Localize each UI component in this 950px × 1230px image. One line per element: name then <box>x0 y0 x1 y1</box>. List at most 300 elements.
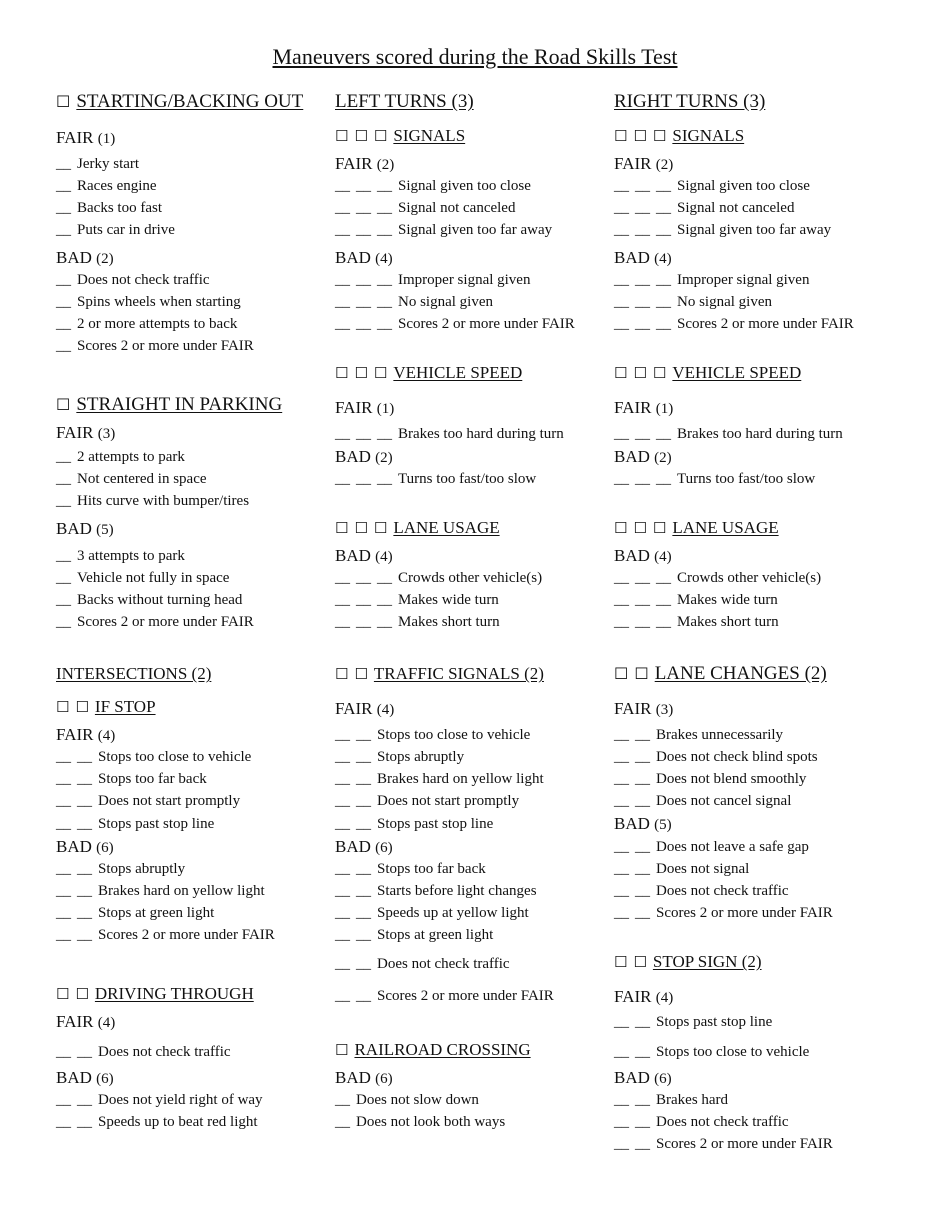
score-category-label: FAIR <box>56 128 94 147</box>
mark-blank[interactable]: __ <box>56 614 71 630</box>
mark-blank[interactable]: __ <box>614 861 629 877</box>
mark-blank[interactable]: __ <box>335 956 350 972</box>
checklist-item <box>614 862 749 877</box>
mark-blank[interactable]: __ <box>614 905 629 921</box>
mark-blank[interactable]: __ <box>77 793 92 809</box>
checkbox-icon[interactable]: ☐ <box>354 665 368 683</box>
section-heading-starting-backing-out <box>56 92 303 111</box>
mark-blank[interactable]: __ <box>635 1092 650 1108</box>
checklist-item <box>614 794 791 809</box>
mark-blank[interactable]: __ <box>377 570 392 586</box>
mark-blank[interactable]: __ <box>635 426 650 442</box>
mark-blank[interactable]: __ <box>635 592 650 608</box>
mark-blank[interactable]: __ <box>335 1092 350 1108</box>
mark-blank[interactable]: __ <box>77 816 92 832</box>
mark-blank[interactable]: __ <box>614 200 629 216</box>
mark-blank[interactable]: __ <box>656 294 671 310</box>
mark-blank[interactable]: __ <box>335 178 350 194</box>
checklist-item-label: Does not check traffic <box>656 1114 789 1130</box>
mark-blank[interactable]: __ <box>656 316 671 332</box>
checklist-item-label: Scores 2 or more under FAIR <box>656 1136 833 1152</box>
section-heading-intersections-2 <box>56 665 211 682</box>
mark-blank[interactable]: __ <box>635 905 650 921</box>
mark-blank[interactable]: __ <box>614 272 629 288</box>
mark-blank[interactable]: __ <box>56 793 71 809</box>
mark-blank[interactable]: __ <box>56 749 71 765</box>
score-category-points: (2) <box>96 251 114 267</box>
mark-blank[interactable]: __ <box>656 570 671 586</box>
checkbox-icon[interactable]: ☐ <box>633 953 647 971</box>
mark-blank[interactable]: __ <box>77 771 92 787</box>
score-category-fair <box>614 700 673 718</box>
mark-blank[interactable]: __ <box>335 592 350 608</box>
score-category-points: (5) <box>96 522 114 538</box>
mark-blank[interactable]: __ <box>56 1092 71 1108</box>
score-category-points: (4) <box>376 702 395 718</box>
checklist-item <box>614 1137 833 1152</box>
checklist-item <box>56 223 175 238</box>
mark-blank[interactable]: __ <box>356 793 371 809</box>
checklist-item-label: Stops past stop line <box>98 816 215 832</box>
section-heading-label: STOP SIGN (2) <box>652 952 762 971</box>
mark-blank[interactable]: __ <box>56 570 71 586</box>
mark-blank[interactable]: __ <box>56 449 71 465</box>
mark-blank[interactable]: __ <box>56 1044 71 1060</box>
checklist-item-label: Does not check traffic <box>377 956 510 972</box>
checklist-item <box>335 223 552 238</box>
mark-blank[interactable]: __ <box>335 1114 350 1130</box>
checklist-item <box>335 884 537 899</box>
checklist-item-label: Jerky start <box>77 156 140 172</box>
checklist-item <box>335 427 564 442</box>
section-heading-lane-usage <box>614 519 779 536</box>
mark-blank[interactable]: __ <box>56 548 71 564</box>
checkbox-icon[interactable]: ☐ <box>634 664 649 683</box>
mark-blank[interactable]: __ <box>656 471 671 487</box>
checklist-item-label: Vehicle not fully in space <box>77 570 230 586</box>
checkbox-icon[interactable]: ☐ <box>614 953 628 971</box>
checklist-item-label: Stops at green light <box>98 905 215 921</box>
checklist-item-label: Does not start promptly <box>377 793 520 809</box>
mark-blank[interactable]: __ <box>356 200 371 216</box>
mark-blank[interactable]: __ <box>635 316 650 332</box>
mark-blank[interactable]: __ <box>377 178 392 194</box>
mark-blank[interactable]: __ <box>656 200 671 216</box>
mark-blank[interactable]: __ <box>614 1136 629 1152</box>
mark-blank[interactable]: __ <box>356 272 371 288</box>
mark-blank[interactable]: __ <box>356 614 371 630</box>
mark-blank[interactable]: __ <box>77 1092 92 1108</box>
mark-blank[interactable]: __ <box>56 338 71 354</box>
mark-blank[interactable]: __ <box>356 883 371 899</box>
mark-blank[interactable]: __ <box>635 1044 650 1060</box>
checkbox-icon[interactable]: ☐ <box>633 127 647 145</box>
score-category-points: (4) <box>97 1015 116 1031</box>
checklist-item <box>614 1045 809 1060</box>
mark-blank[interactable]: __ <box>635 1014 650 1030</box>
checklist-item <box>335 1115 505 1130</box>
mark-blank[interactable]: __ <box>656 178 671 194</box>
section-heading-label: RIGHT TURNS (3) <box>614 91 766 112</box>
checklist-item-label: Puts car in drive <box>77 222 175 238</box>
mark-blank[interactable]: __ <box>77 905 92 921</box>
mark-blank[interactable]: __ <box>356 905 371 921</box>
checklist-item <box>56 273 210 288</box>
mark-blank[interactable]: __ <box>614 1044 629 1060</box>
mark-blank[interactable]: __ <box>335 200 350 216</box>
checkbox-icon[interactable]: ☐ <box>652 519 667 537</box>
checklist-item <box>614 906 833 921</box>
mark-blank[interactable]: __ <box>614 1014 629 1030</box>
mark-blank[interactable]: __ <box>56 927 71 943</box>
score-category-points: (4) <box>654 251 672 267</box>
score-category-bad <box>614 249 672 267</box>
mark-blank[interactable]: __ <box>356 988 371 1004</box>
mark-blank[interactable]: __ <box>335 771 350 787</box>
mark-blank[interactable]: __ <box>614 294 629 310</box>
mark-blank[interactable]: __ <box>56 222 71 238</box>
mark-blank[interactable]: __ <box>56 294 71 310</box>
checkbox-icon[interactable]: ☐ <box>633 364 647 382</box>
checklist-item <box>56 1093 263 1108</box>
mark-blank[interactable]: __ <box>614 426 629 442</box>
checkbox-icon[interactable]: ☐ <box>75 698 89 716</box>
checkbox-icon[interactable]: ☐ <box>354 364 368 382</box>
mark-blank[interactable]: __ <box>635 272 650 288</box>
checklist-item <box>614 1115 789 1130</box>
score-category-bad <box>614 547 672 565</box>
mark-blank[interactable]: __ <box>335 927 350 943</box>
score-category-label: BAD <box>614 1068 650 1087</box>
score-category-bad <box>335 249 393 267</box>
checklist-item-label: 2 or more attempts to back <box>77 316 238 332</box>
score-category-points: (4) <box>375 251 393 267</box>
checklist-item-label: Scores 2 or more under FAIR <box>98 927 275 943</box>
mark-blank[interactable]: __ <box>56 493 71 509</box>
mark-blank[interactable]: __ <box>56 592 71 608</box>
mark-blank[interactable]: __ <box>356 749 371 765</box>
mark-blank[interactable]: __ <box>56 816 71 832</box>
mark-blank[interactable]: __ <box>356 727 371 743</box>
score-category-label: BAD <box>614 546 650 565</box>
checklist-item-label: Scores 2 or more under FAIR <box>77 338 254 354</box>
checkbox-icon[interactable]: ☐ <box>335 1041 349 1059</box>
column-right <box>614 0 884 1230</box>
mark-blank[interactable]: __ <box>635 570 650 586</box>
mark-blank[interactable]: __ <box>614 771 629 787</box>
mark-blank[interactable]: __ <box>656 222 671 238</box>
score-category-fair <box>614 988 673 1006</box>
section-heading-traffic-signals-2 <box>335 665 544 682</box>
section-heading-right-turns-3 <box>614 92 765 111</box>
checklist-item <box>614 884 789 899</box>
mark-blank[interactable]: __ <box>614 178 629 194</box>
mark-blank[interactable]: __ <box>377 272 392 288</box>
mark-blank[interactable]: __ <box>356 294 371 310</box>
mark-blank[interactable]: __ <box>614 316 629 332</box>
mark-blank[interactable]: __ <box>335 614 350 630</box>
checklist-item <box>335 750 464 765</box>
checklist-item-label: Signal not canceled <box>677 200 795 216</box>
mark-blank[interactable]: __ <box>356 178 371 194</box>
score-category-fair <box>614 155 673 173</box>
mark-blank[interactable]: __ <box>635 839 650 855</box>
mark-blank[interactable]: __ <box>614 749 629 765</box>
mark-blank[interactable]: __ <box>335 988 350 1004</box>
mark-blank[interactable]: __ <box>635 793 650 809</box>
checklist-item-label: Stops too close to vehicle <box>98 749 252 765</box>
section-heading-label: VEHICLE SPEED <box>672 363 802 382</box>
checkbox-icon[interactable]: ☐ <box>373 364 388 382</box>
mark-blank[interactable]: __ <box>56 1114 71 1130</box>
score-category-label: BAD <box>335 546 371 565</box>
checklist-item <box>614 317 854 332</box>
mark-blank[interactable]: __ <box>377 592 392 608</box>
checklist-item-label: Spins wheels when starting <box>77 294 241 310</box>
checklist-item-label: Scores 2 or more under FAIR <box>677 316 854 332</box>
mark-blank[interactable]: __ <box>635 200 650 216</box>
mark-blank[interactable]: __ <box>335 272 350 288</box>
mark-blank[interactable]: __ <box>335 793 350 809</box>
mark-blank[interactable]: __ <box>77 749 92 765</box>
score-category-points: (4) <box>97 728 116 744</box>
mark-blank[interactable]: __ <box>377 200 392 216</box>
score-category-bad <box>56 249 114 267</box>
mark-blank[interactable]: __ <box>56 471 71 487</box>
mark-blank[interactable]: __ <box>335 749 350 765</box>
checklist-item-label: Stops too far back <box>377 861 486 877</box>
section-heading-railroad-crossing <box>335 1041 531 1058</box>
checkbox-icon[interactable]: ☐ <box>335 364 349 382</box>
checklist-item-label: Signal not canceled <box>398 200 516 216</box>
checklist-item-label: Crowds other vehicle(s) <box>677 570 822 586</box>
checklist-item-label: Scores 2 or more under FAIR <box>377 988 554 1004</box>
mark-blank[interactable]: __ <box>377 316 392 332</box>
mark-blank[interactable]: __ <box>614 471 629 487</box>
mark-blank[interactable]: __ <box>614 727 629 743</box>
mark-blank[interactable]: __ <box>335 905 350 921</box>
mark-blank[interactable]: __ <box>356 861 371 877</box>
checkbox-icon[interactable]: ☐ <box>614 519 628 537</box>
section-heading-label: RAILROAD CROSSING <box>354 1040 531 1059</box>
checkbox-icon[interactable]: ☐ <box>56 395 71 414</box>
mark-blank[interactable]: __ <box>377 471 392 487</box>
checklist-item-label: Signal given too close <box>677 178 810 194</box>
mark-blank[interactable]: __ <box>635 178 650 194</box>
checkbox-icon[interactable]: ☐ <box>56 92 71 111</box>
mark-blank[interactable]: __ <box>356 956 371 972</box>
checkbox-icon[interactable]: ☐ <box>56 985 70 1003</box>
checklist-item <box>335 571 542 586</box>
checklist-item <box>614 223 831 238</box>
mark-blank[interactable]: __ <box>335 222 350 238</box>
mark-blank[interactable]: __ <box>56 861 71 877</box>
checkbox-icon[interactable]: ☐ <box>75 985 89 1003</box>
checkbox-icon[interactable]: ☐ <box>652 364 667 382</box>
mark-blank[interactable]: __ <box>335 883 350 899</box>
mark-blank[interactable]: __ <box>356 570 371 586</box>
checklist-item <box>614 179 810 194</box>
mark-blank[interactable]: __ <box>335 816 350 832</box>
column-middle <box>335 0 605 1230</box>
checkbox-icon[interactable]: ☐ <box>614 364 628 382</box>
mark-blank[interactable]: __ <box>377 614 392 630</box>
section-heading-label: INTERSECTIONS (2) <box>56 664 212 683</box>
checklist-item <box>56 549 185 564</box>
checkbox-icon[interactable]: ☐ <box>335 519 349 537</box>
checklist-item-label: Starts before light changes <box>377 883 537 899</box>
mark-blank[interactable]: __ <box>56 200 71 216</box>
mark-blank[interactable]: __ <box>56 316 71 332</box>
score-category-bad <box>335 1069 393 1087</box>
mark-blank[interactable]: __ <box>635 883 650 899</box>
checkbox-icon[interactable]: ☐ <box>373 127 388 145</box>
mark-blank[interactable]: __ <box>356 592 371 608</box>
mark-blank[interactable]: __ <box>335 570 350 586</box>
checklist-item-label: Stops too far back <box>98 771 207 787</box>
checklist-item-label: No signal given <box>398 294 493 310</box>
checklist-item <box>56 862 185 877</box>
score-category-label: BAD <box>335 837 371 856</box>
checkbox-icon[interactable]: ☐ <box>354 519 368 537</box>
mark-blank[interactable]: __ <box>614 614 629 630</box>
checklist-item-label: 3 attempts to park <box>77 548 185 564</box>
checklist-item <box>56 494 249 509</box>
score-category-label: BAD <box>335 248 371 267</box>
mark-blank[interactable]: __ <box>356 771 371 787</box>
checklist-item-label: Does not slow down <box>356 1092 479 1108</box>
mark-blank[interactable]: __ <box>635 1136 650 1152</box>
checkbox-icon[interactable]: ☐ <box>56 698 70 716</box>
score-category-label: FAIR <box>56 725 94 744</box>
mark-blank[interactable]: __ <box>635 727 650 743</box>
mark-blank[interactable]: __ <box>356 316 371 332</box>
checklist-item <box>614 728 783 743</box>
mark-blank[interactable]: __ <box>356 426 371 442</box>
checklist-item-label: Does not start promptly <box>98 793 241 809</box>
mark-blank[interactable]: __ <box>635 1114 650 1130</box>
checklist-item <box>335 179 531 194</box>
checkbox-icon[interactable]: ☐ <box>652 127 667 145</box>
checkbox-icon[interactable]: ☐ <box>614 664 629 683</box>
mark-blank[interactable]: __ <box>635 861 650 877</box>
checkbox-icon[interactable]: ☐ <box>354 127 368 145</box>
mark-blank[interactable]: __ <box>335 471 350 487</box>
mark-blank[interactable]: __ <box>635 614 650 630</box>
checkbox-icon[interactable]: ☐ <box>614 127 628 145</box>
mark-blank[interactable]: __ <box>635 222 650 238</box>
mark-blank[interactable]: __ <box>56 883 71 899</box>
mark-blank[interactable]: __ <box>377 294 392 310</box>
checklist-item <box>56 906 214 921</box>
mark-blank[interactable]: __ <box>56 156 71 172</box>
score-category-label: BAD <box>56 248 92 267</box>
checklist-item-label: Does not check blind spots <box>656 749 818 765</box>
mark-blank[interactable]: __ <box>656 614 671 630</box>
mark-blank[interactable]: __ <box>614 839 629 855</box>
score-category-points: (6) <box>96 840 114 856</box>
checkbox-icon[interactable]: ☐ <box>373 519 388 537</box>
mark-blank[interactable]: __ <box>77 1044 92 1060</box>
mark-blank[interactable]: __ <box>56 272 71 288</box>
checklist-item-label: Makes short turn <box>398 614 500 630</box>
checklist-item <box>335 906 529 921</box>
score-category-label: BAD <box>614 248 650 267</box>
mark-blank[interactable]: __ <box>614 222 629 238</box>
checkbox-icon[interactable]: ☐ <box>633 519 647 537</box>
mark-blank[interactable]: __ <box>335 316 350 332</box>
score-category-points: (3) <box>97 426 116 442</box>
mark-blank[interactable]: __ <box>614 1092 629 1108</box>
mark-blank[interactable]: __ <box>77 1114 92 1130</box>
checkbox-icon[interactable]: ☐ <box>335 665 349 683</box>
checklist-item-label: Brakes too hard during turn <box>677 426 843 442</box>
mark-blank[interactable]: __ <box>335 294 350 310</box>
checklist-item <box>56 1045 231 1060</box>
score-category-bad <box>56 1069 114 1087</box>
section-heading-stop-sign-2 <box>614 953 762 970</box>
checklist-item-label: Brakes too hard during turn <box>398 426 564 442</box>
score-category-fair <box>614 399 673 417</box>
mark-blank[interactable]: __ <box>656 272 671 288</box>
section-heading-label: LANE CHANGES (2) <box>654 663 827 684</box>
score-category-bad <box>56 838 114 856</box>
score-category-label: FAIR <box>614 987 652 1006</box>
checklist-item-label: Races engine <box>77 178 157 194</box>
checkbox-icon[interactable]: ☐ <box>335 127 349 145</box>
mark-blank[interactable]: __ <box>56 905 71 921</box>
mark-blank[interactable]: __ <box>635 471 650 487</box>
mark-blank[interactable]: __ <box>56 771 71 787</box>
score-category-label: BAD <box>56 519 92 538</box>
mark-blank[interactable]: __ <box>77 883 92 899</box>
score-category-label: BAD <box>614 814 650 833</box>
checklist-item <box>56 593 242 608</box>
checklist-item <box>335 273 530 288</box>
score-category-points: (6) <box>654 1071 672 1087</box>
mark-blank[interactable]: __ <box>614 570 629 586</box>
mark-blank[interactable]: __ <box>656 592 671 608</box>
mark-blank[interactable]: __ <box>335 426 350 442</box>
mark-blank[interactable]: __ <box>356 471 371 487</box>
mark-blank[interactable]: __ <box>356 222 371 238</box>
checklist-item <box>56 884 265 899</box>
mark-blank[interactable]: __ <box>635 771 650 787</box>
mark-blank[interactable]: __ <box>614 883 629 899</box>
mark-blank[interactable]: __ <box>77 927 92 943</box>
mark-blank[interactable]: __ <box>335 861 350 877</box>
mark-blank[interactable]: __ <box>56 178 71 194</box>
mark-blank[interactable]: __ <box>614 793 629 809</box>
mark-blank[interactable]: __ <box>377 222 392 238</box>
mark-blank[interactable]: __ <box>335 727 350 743</box>
score-category-label: BAD <box>56 837 92 856</box>
checklist-item <box>56 615 254 630</box>
mark-blank[interactable]: __ <box>77 861 92 877</box>
checklist-item <box>335 989 554 1004</box>
mark-blank[interactable]: __ <box>614 592 629 608</box>
mark-blank[interactable]: __ <box>356 816 371 832</box>
mark-blank[interactable]: __ <box>656 426 671 442</box>
mark-blank[interactable]: __ <box>377 426 392 442</box>
score-category-points: (4) <box>654 549 672 565</box>
mark-blank[interactable]: __ <box>635 294 650 310</box>
mark-blank[interactable]: __ <box>614 1114 629 1130</box>
checklist-item-label: Turns too fast/too slow <box>398 471 537 487</box>
section-heading-signals <box>335 127 465 144</box>
mark-blank[interactable]: __ <box>635 749 650 765</box>
mark-blank[interactable]: __ <box>356 927 371 943</box>
